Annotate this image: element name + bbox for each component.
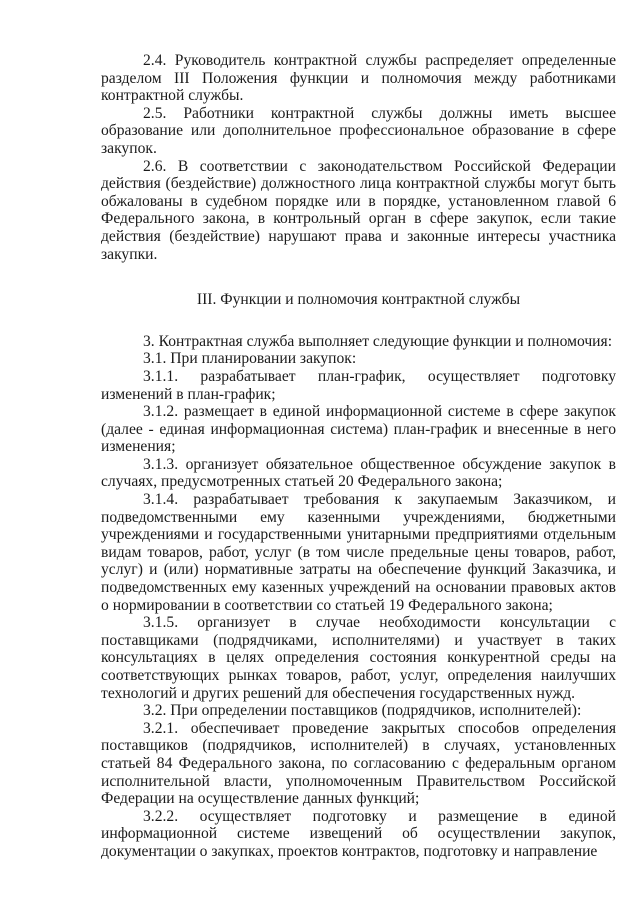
paragraph-3-2: 3.2. При определении поставщиков (подрядчиков, исполнителей): [143,702,582,720]
section-heading: III. Функции и полномочия контрактной службы [196,291,521,309]
document-body [101,52,616,861]
paragraph-3-2-2: 3.2.2. осуществляет подготовку и размещение в единой информационной системе извещений об осуществлении закупок, документации о закупках, проектов контрактов, подготовку и направление [101,807,616,860]
paragraph-3-1-3: 3.1.3. организует обязательное общественное обсуждение закупок в случаях, предусмотренных статьей 20 Федерального закона; [101,455,616,491]
paragraph-3-2-1: 3.2.1. обеспечивает проведение закрытых способов определения поставщиков (подрядчиков, исполнителей) в случаях, установленных статьей 84 Федерального закона, по согласованию с федеральным органом исполнительной власти, уполномоченным Правительством Российской Федерации на осуществление данных функций; [101,719,616,808]
paragraph-3-1-1: 3.1.1. разрабатывает план-график, осуществляет подготовку изменений в план-график; [101,367,616,403]
paragraph-3-1-2: 3.1.2. размещает в единой информационной системе в сфере закупок (далее - единая информационная система) план-график и внесенные в него изменения; [101,403,616,456]
paragraph-2-4: 2.4. Руководитель контрактной службы распределяет определенные разделом III Положения функции и полномочия между работниками контрактной службы. [101,52,616,105]
paragraph-3-1-4: 3.1.4. разрабатывает требования к закупаемым Заказчиком, и подведомственными ему казенными учреждениями, бюджетными учреждениями и государственными унитарными предприятиями отдельным видам товаров, работ, услуг (в том числе предельные цены товаров, работ, услуг) и (или) нормативные затраты на обеспечение функций Заказчика, и подведомственных ему казенных учреждений на основании правовых актов о нормировании в соответствии со статьей 19 Федерального закона; [101,491,616,614]
paragraph-3: 3. Контрактная служба выполняет следующие функции и полномочия: [143,332,613,350]
paragraph-3-1-5: 3.1.5. организует в случае необходимости консультации с поставщиками (подрядчиками, исполнителями) и участвует в таких консультациях в целях определения состояния конкурентной среды на соответствующих рынках товаров, работ, услуг, определения наилучших технологий и других решений для обеспечения государственных нужд. [101,614,616,702]
paragraph-3-1: 3.1. При планировании закупок: [143,350,357,368]
paragraph-2-6: 2.6. В соответствии с законодательством Российской Федерации действия (бездействие) должностного лица контрактной службы могут быть обжалованы в судебном порядке или в порядке, установленном главой 6 Федерального закона, в контрольный орган в сфере закупок, если такие действия (бездействие) нарушают права и законные интересы участника закупки. [101,157,616,263]
paragraph-2-5: 2.5. Работники контрактной службы должны иметь высшее образование или дополнительное профессиональное образование в сфере закупок. [101,104,616,157]
